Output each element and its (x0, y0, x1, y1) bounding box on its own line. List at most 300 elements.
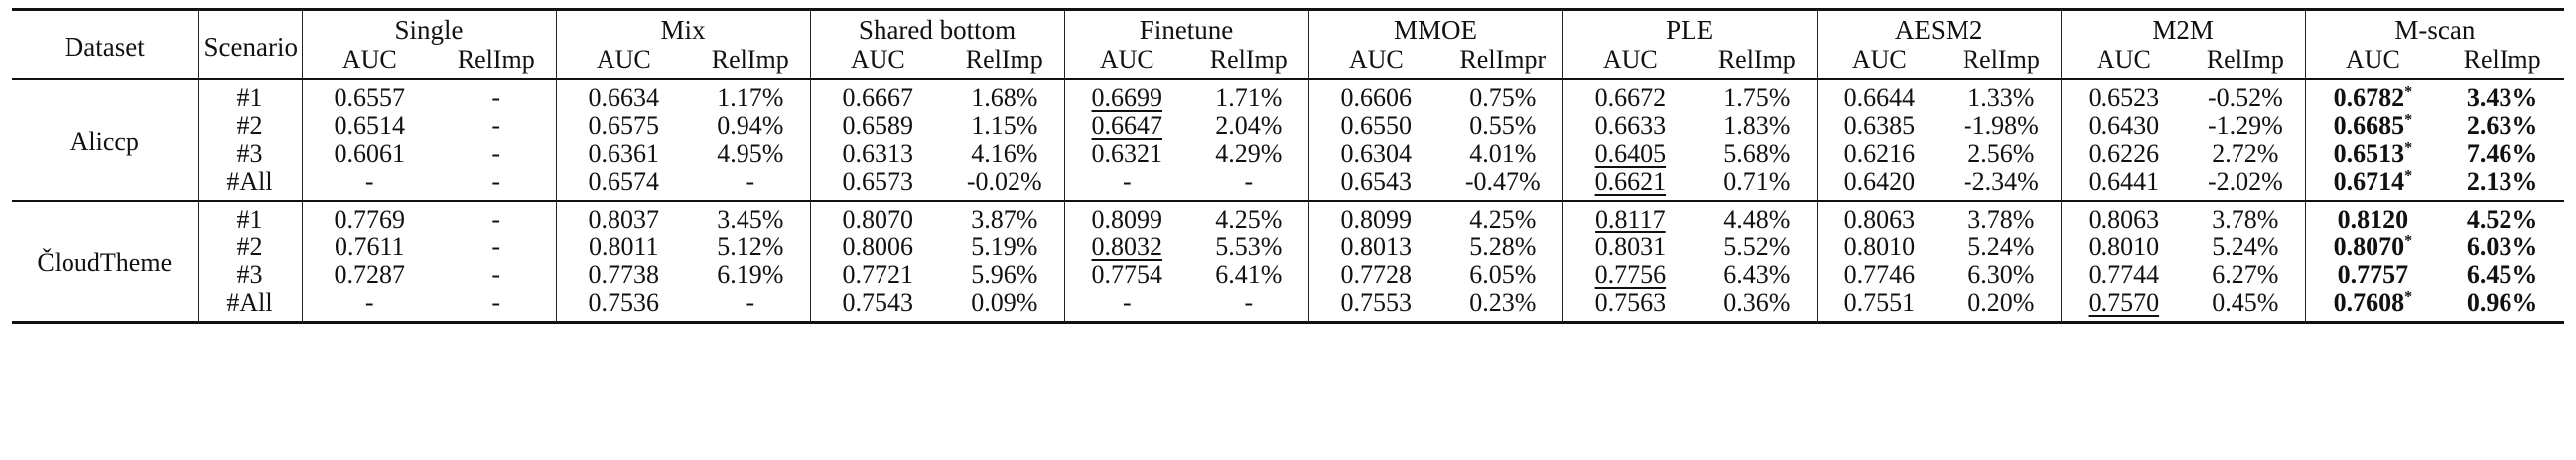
relimp-cell (945, 201, 1064, 233)
cell-value: 0.8013 (1340, 232, 1413, 261)
cell-value: 1.15% (971, 111, 1038, 140)
cell-value: 0.8037 (588, 205, 660, 233)
auc-cell (302, 79, 437, 112)
cell-value: 0.6430 (2088, 111, 2160, 140)
cell-value: 0.7744 (2088, 260, 2160, 289)
table-row (12, 140, 2564, 168)
cell-value: 3.78% (2212, 205, 2279, 233)
cell-value: 0.8117 (1595, 205, 1666, 233)
cell-value: 5.24% (2212, 232, 2279, 261)
cell-value: 0.8063 (2088, 205, 2160, 233)
cell-value: - (1244, 167, 1254, 196)
auc-cell (1562, 140, 1697, 168)
cell-value: 0.8070 (2333, 232, 2405, 261)
relimp-cell (437, 261, 556, 289)
cell-value: 0.6606 (1340, 83, 1413, 112)
header-scenario: Scenario (198, 10, 302, 80)
relimp-cell (2186, 79, 2305, 112)
cell-value: - (491, 232, 501, 261)
relimp-cell (2440, 140, 2564, 168)
cell-value: 0.8006 (842, 232, 914, 261)
relimp-cell (1942, 289, 2061, 323)
relimp-cell (1697, 261, 1817, 289)
header-group-shared-bottom: Shared bottom (810, 10, 1064, 46)
cell-value: 0.6575 (588, 111, 660, 140)
relimp-cell (2440, 261, 2564, 289)
auc-cell (1308, 140, 1443, 168)
cell-value: 1.71% (1215, 83, 1283, 112)
auc-cell (2305, 261, 2440, 289)
relimp-cell (691, 168, 810, 201)
relimp-cell (437, 140, 556, 168)
cell-value: - (491, 83, 501, 112)
auc-cell (1817, 289, 1942, 323)
cell-value: 6.45% (2466, 260, 2538, 289)
header-group-m-scan: M-scan (2305, 10, 2564, 46)
cell-value: 0.6321 (1091, 139, 1163, 168)
relimp-cell (437, 289, 556, 323)
auc-cell (1562, 261, 1697, 289)
cell-value: -2.34% (1963, 167, 2039, 196)
header-group-single: Single (302, 10, 556, 46)
cell-value: 4.29% (1215, 139, 1283, 168)
cell-value: -1.98% (1963, 111, 2039, 140)
auc-cell (1562, 168, 1697, 201)
cell-value: 0.6513 (2333, 139, 2405, 168)
relimp-cell (1942, 112, 2061, 140)
scenario-cell (198, 168, 302, 201)
scenario-cell (198, 289, 302, 323)
cell-value: 0.8120 (2337, 205, 2409, 233)
auc-cell (1817, 233, 1942, 261)
table-row (12, 112, 2564, 140)
cell-value: #1 (236, 83, 263, 112)
cell-value: 0.6573 (842, 167, 914, 196)
cell-value: 0.6644 (1843, 83, 1916, 112)
cell-value: 0.45% (2212, 288, 2279, 317)
cell-value: 6.43% (1723, 260, 1791, 289)
header-group-mix: Mix (556, 10, 810, 46)
auc-cell (1308, 79, 1443, 112)
header-relimp: RelImp (1717, 45, 1796, 74)
cell-value: 0.6685 (2333, 111, 2405, 140)
auc-cell (2305, 140, 2440, 168)
relimp-cell (437, 168, 556, 201)
significance-star: * (2404, 232, 2413, 250)
cell-value: 0.20% (1967, 288, 2035, 317)
auc-cell (810, 168, 945, 201)
auc-cell (556, 140, 691, 168)
auc-cell (302, 140, 437, 168)
header-group-aesm2: AESM2 (1817, 10, 2061, 46)
cell-value: -0.52% (2207, 83, 2283, 112)
cell-value: 0.6420 (1843, 167, 1916, 196)
relimp-cell (437, 112, 556, 140)
relimp-cell (2186, 168, 2305, 201)
cell-value: #3 (236, 260, 263, 289)
auc-cell (1064, 261, 1189, 289)
auc-cell (2305, 79, 2440, 112)
table-row (12, 233, 2564, 261)
cell-value: 0.6304 (1340, 139, 1413, 168)
relimp-cell (1443, 79, 1562, 112)
cell-value: -2.02% (2207, 167, 2283, 196)
auc-cell (556, 201, 691, 233)
table-row (12, 289, 2564, 323)
auc-cell (2061, 261, 2186, 289)
auc-cell (810, 112, 945, 140)
relimp-cell (1443, 201, 1562, 233)
significance-star: * (2404, 139, 2413, 157)
relimp-cell (1189, 140, 1308, 168)
cell-value: 0.7769 (334, 205, 405, 233)
relimp-cell (1189, 112, 1308, 140)
cell-value: -1.29% (2207, 111, 2283, 140)
scenario-cell (198, 79, 302, 112)
cell-value: 0.7728 (1340, 260, 1413, 289)
relimp-cell (1443, 289, 1562, 323)
relimp-cell (1189, 201, 1308, 233)
cell-value: 0.8070 (842, 205, 914, 233)
relimp-cell (2440, 168, 2564, 201)
cell-value: 0.6647 (1091, 111, 1163, 140)
header-auc: AUC (1064, 45, 1189, 79)
cell-value: 0.94% (717, 111, 784, 140)
auc-cell (1064, 112, 1189, 140)
relimp-cell (1697, 168, 1817, 201)
relimp-cell (945, 112, 1064, 140)
auc-cell (302, 201, 437, 233)
relimp-cell (1697, 79, 1817, 112)
cell-value: 0.55% (1469, 111, 1537, 140)
cell-value: -0.02% (966, 167, 1042, 196)
header-auc: AUC (1308, 45, 1443, 79)
cell-value: 0.6514 (334, 111, 405, 140)
cell-value: 0.6667 (842, 83, 914, 112)
auc-cell (1817, 112, 1942, 140)
cell-value: 0.7287 (334, 260, 405, 289)
header-auc: AUC (2305, 45, 2440, 79)
relimp-cell (1443, 168, 1562, 201)
cell-value: #3 (236, 139, 263, 168)
relimp-cell (2186, 140, 2305, 168)
cell-value: 4.25% (1215, 205, 1283, 233)
auc-cell (1308, 112, 1443, 140)
dataset-name: Aliccp (69, 127, 139, 156)
results-table-container (12, 8, 2564, 324)
cell-value: 0.8011 (588, 232, 659, 261)
cell-value: 0.7551 (1843, 288, 1916, 317)
auc-cell (556, 261, 691, 289)
relimp-cell (1942, 233, 2061, 261)
cell-value: 4.16% (971, 139, 1038, 168)
cell-value: 0.8099 (1340, 205, 1413, 233)
cell-value: 3.45% (717, 205, 784, 233)
cell-value: #All (226, 288, 273, 317)
auc-cell (810, 261, 945, 289)
relimp-cell (2440, 289, 2564, 323)
cell-value: 6.19% (717, 260, 784, 289)
auc-cell (1064, 79, 1189, 112)
header-auc: AUC (1562, 45, 1697, 79)
auc-cell (1817, 261, 1942, 289)
relimp-cell (1443, 261, 1562, 289)
auc-cell (1817, 201, 1942, 233)
auc-cell (1562, 289, 1697, 323)
cell-value: 4.95% (717, 139, 784, 168)
cell-value: - (491, 260, 501, 289)
cell-value: 0.6313 (842, 139, 914, 168)
cell-value: 5.28% (1469, 232, 1537, 261)
header-auc: AUC (810, 45, 945, 79)
header-group-finetune: Finetune (1064, 10, 1308, 46)
cell-value: 2.13% (2466, 167, 2538, 196)
header-relimp: RelImp (2206, 45, 2284, 74)
cell-value: 7.46% (2466, 139, 2538, 168)
cell-value: 0.6061 (334, 139, 405, 168)
auc-cell (1308, 233, 1443, 261)
cell-value: - (1122, 167, 1132, 196)
cell-value: 3.78% (1967, 205, 2035, 233)
cell-value: 6.05% (1469, 260, 1537, 289)
auc-cell (556, 168, 691, 201)
relimp-cell (437, 233, 556, 261)
cell-value: 0.8010 (1843, 232, 1916, 261)
relimp-cell (437, 201, 556, 233)
auc-cell (1064, 168, 1189, 201)
scenario-cell (198, 233, 302, 261)
cell-value: 0.7756 (1594, 260, 1667, 289)
auc-cell (556, 233, 691, 261)
cell-value: 1.33% (1967, 83, 2035, 112)
cell-value: 1.75% (1723, 83, 1791, 112)
cell-value: 0.6385 (1843, 111, 1916, 140)
header-relimp: RelImp (965, 45, 1043, 74)
relimp-cell (1942, 201, 2061, 233)
cell-value: 0.6550 (1340, 111, 1413, 140)
scenario-cell (198, 201, 302, 233)
relimp-cell (1443, 112, 1562, 140)
cell-value: 5.53% (1215, 232, 1283, 261)
auc-cell (1064, 140, 1189, 168)
auc-cell (302, 168, 437, 201)
auc-cell (1308, 201, 1443, 233)
auc-cell (2305, 289, 2440, 323)
cell-value: #All (226, 167, 273, 196)
auc-cell (1562, 201, 1697, 233)
relimp-cell (1189, 79, 1308, 112)
cell-value: 6.41% (1215, 260, 1283, 289)
scenario-cell (198, 261, 302, 289)
auc-cell (810, 201, 945, 233)
cell-value: 1.17% (717, 83, 784, 112)
relimp-cell (2440, 79, 2564, 112)
cell-value: - (364, 288, 374, 317)
cell-value: 0.6226 (2088, 139, 2160, 168)
header-auc: AUC (1817, 45, 1942, 79)
auc-cell (1064, 201, 1189, 233)
cell-value: 0.23% (1469, 288, 1537, 317)
cell-value: 0.8032 (1091, 232, 1163, 261)
header-relimp: RelImp (1962, 45, 2040, 74)
cell-value: 0.6782 (2333, 83, 2405, 112)
relimp-cell (691, 289, 810, 323)
relimp-cell (2186, 233, 2305, 261)
header-relimp: RelImp (711, 45, 789, 74)
auc-cell (2061, 201, 2186, 233)
auc-cell (1308, 168, 1443, 201)
cell-value: 2.56% (1967, 139, 2035, 168)
cell-value: -0.47% (1464, 167, 1541, 196)
cell-value: #2 (236, 232, 263, 261)
relimp-cell (1942, 168, 2061, 201)
cell-value: - (491, 111, 501, 140)
relimp-cell (2186, 112, 2305, 140)
cell-value: 0.7746 (1843, 260, 1916, 289)
relimp-cell (1697, 201, 1817, 233)
cell-value: 5.52% (1723, 232, 1791, 261)
cell-value: 0.6633 (1594, 111, 1667, 140)
scenario-cell (198, 112, 302, 140)
cell-value: 2.04% (1215, 111, 1283, 140)
cell-value: 0.96% (2466, 288, 2538, 317)
auc-cell (556, 79, 691, 112)
scenario-cell (198, 140, 302, 168)
auc-cell (1308, 261, 1443, 289)
cell-value: #1 (236, 205, 263, 233)
cell-value: 5.96% (971, 260, 1038, 289)
table-row (12, 261, 2564, 289)
cell-value: 0.8063 (1843, 205, 1916, 233)
cell-value: 0.6543 (1340, 167, 1413, 196)
cell-value: 5.24% (1967, 232, 2035, 261)
header-group-mmoe: MMOE (1308, 10, 1562, 46)
relimp-cell (1189, 289, 1308, 323)
auc-cell (1562, 112, 1697, 140)
cell-value: - (746, 288, 755, 317)
relimp-cell (691, 233, 810, 261)
auc-cell (810, 79, 945, 112)
cell-value: 0.6405 (1594, 139, 1667, 168)
cell-value: 0.71% (1723, 167, 1791, 196)
significance-star: * (2404, 111, 2413, 129)
relimp-cell (691, 140, 810, 168)
cell-value: 2.72% (2212, 139, 2279, 168)
cell-value: 0.6557 (334, 83, 405, 112)
cell-value: 4.48% (1723, 205, 1791, 233)
cell-value: 0.7536 (588, 288, 660, 317)
auc-cell (2061, 140, 2186, 168)
cell-value: 0.6523 (2088, 83, 2160, 112)
auc-cell (1064, 289, 1189, 323)
results-table (12, 8, 2564, 324)
auc-cell (1817, 168, 1942, 201)
cell-value: 2.63% (2466, 111, 2538, 140)
cell-value: 5.12% (717, 232, 784, 261)
cell-value: 0.6589 (842, 111, 914, 140)
cell-value: 0.6699 (1091, 83, 1163, 112)
significance-star: * (2404, 288, 2413, 306)
relimp-cell (2440, 112, 2564, 140)
header-relimp: RelImpr (1459, 45, 1547, 74)
cell-value: - (1122, 288, 1132, 317)
cell-value: 0.6441 (2088, 167, 2160, 196)
relimp-cell (1697, 233, 1817, 261)
header-relimp: RelImp (457, 45, 535, 74)
auc-cell (1562, 233, 1697, 261)
cell-value: 4.52% (2466, 205, 2538, 233)
cell-value: 0.7563 (1594, 288, 1667, 317)
cell-value: #2 (236, 111, 263, 140)
cell-value: - (491, 288, 501, 317)
auc-cell (302, 261, 437, 289)
relimp-cell (1697, 112, 1817, 140)
relimp-cell (437, 79, 556, 112)
relimp-cell (1942, 79, 2061, 112)
relimp-cell (1189, 168, 1308, 201)
relimp-cell (2186, 201, 2305, 233)
cell-value: 0.6634 (588, 83, 660, 112)
table-row (12, 168, 2564, 201)
auc-cell (1817, 79, 1942, 112)
auc-cell (2061, 79, 2186, 112)
cell-value: 0.7553 (1340, 288, 1413, 317)
header-auc: AUC (302, 45, 437, 79)
cell-value: 1.83% (1723, 111, 1791, 140)
header-relimp: RelImp (2463, 45, 2541, 74)
header-group-m2m: M2M (2061, 10, 2305, 46)
relimp-cell (691, 79, 810, 112)
cell-value: 0.6574 (588, 167, 660, 196)
relimp-cell (1443, 140, 1562, 168)
cell-value: 3.87% (971, 205, 1038, 233)
cell-value: 4.01% (1469, 139, 1537, 168)
relimp-cell (945, 261, 1064, 289)
cell-value: 5.68% (1723, 139, 1791, 168)
header-subrow (12, 45, 2564, 79)
auc-cell (2061, 112, 2186, 140)
significance-star: * (2404, 167, 2413, 185)
auc-cell (1562, 79, 1697, 112)
auc-cell (302, 112, 437, 140)
cell-value: - (491, 139, 501, 168)
cell-value: 4.25% (1469, 205, 1537, 233)
cell-value: 6.03% (2466, 232, 2538, 261)
cell-value: 6.30% (1967, 260, 2035, 289)
header-auc: AUC (556, 45, 691, 79)
auc-cell (556, 112, 691, 140)
relimp-cell (945, 233, 1064, 261)
cell-value: - (491, 205, 501, 233)
relimp-cell (1189, 233, 1308, 261)
cell-value: 0.7757 (2337, 260, 2409, 289)
auc-cell (810, 140, 945, 168)
table-row (12, 201, 2564, 233)
relimp-cell (1443, 233, 1562, 261)
auc-cell (302, 289, 437, 323)
auc-cell (2305, 233, 2440, 261)
cell-value: 0.7611 (334, 232, 405, 261)
cell-value: 0.8031 (1594, 232, 1667, 261)
relimp-cell (945, 289, 1064, 323)
relimp-cell (945, 140, 1064, 168)
cell-value: 0.7738 (588, 260, 660, 289)
cell-value: - (1244, 288, 1254, 317)
cell-value: - (491, 167, 501, 196)
relimp-cell (1942, 140, 2061, 168)
cell-value: 0.6361 (588, 139, 660, 168)
auc-cell (2061, 233, 2186, 261)
